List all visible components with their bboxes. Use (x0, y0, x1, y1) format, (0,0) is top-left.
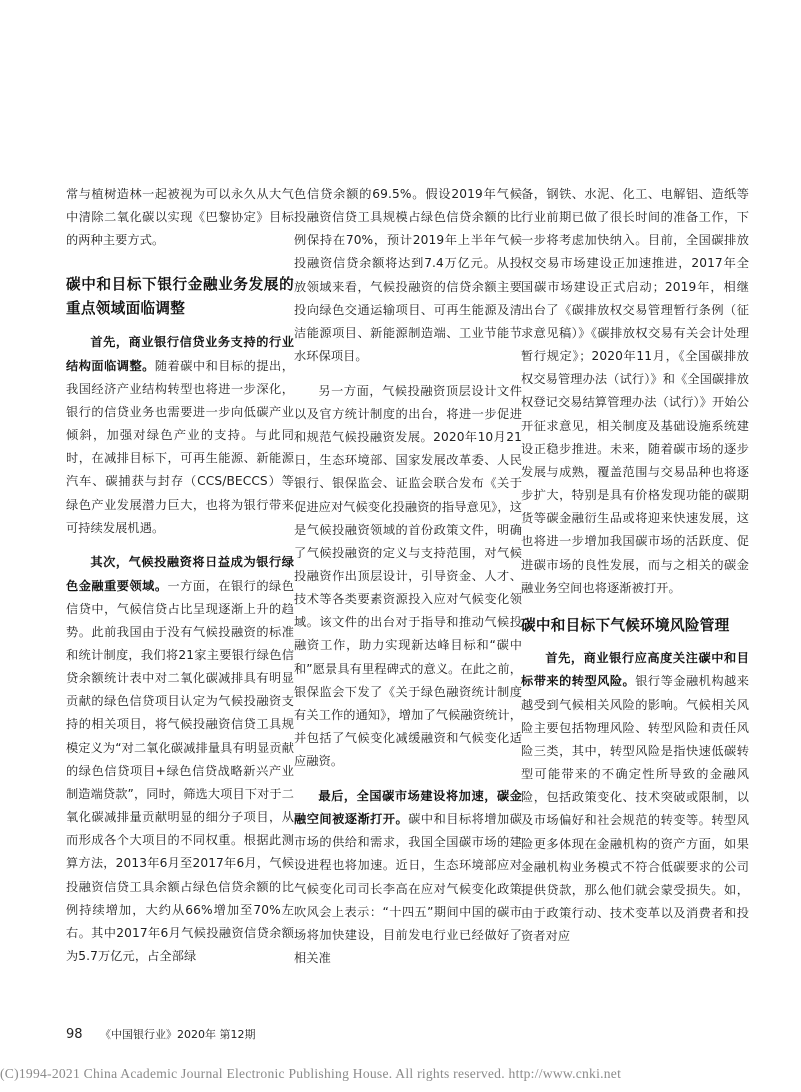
section-heading-risk-management: 碳中和目标下气候环境风险管理 (521, 616, 730, 634)
paragraph: 常与植树造林一起被视为可以永久从大气中清除二氧化碳以实现《巴黎协定》目标的两种主要方式。 (66, 187, 294, 248)
paragraph: 备，钢铁、水泥、化工、电解铝、造纸等行业前期已做了很长时间的准备工作，下一步将考虑加快纳入。目前，全国碳排放权交易市场建设正加速推进，2017年全国碳市场建设正式启动；2019年，相继出台了《碳排放权交易管理暂行条例（征求意见稿）》《碳排放权交易有关会计处理暂行规定》；2020年11月，《全国碳排放权交易管理办法（试行）》和《全国碳排放权登记交易结算管理办法（试行）》开始公开征求意见，相关制度及基础设施系统建设正稳步推进。未来，随着碳市场的逐步发展与成熟，覆盖范围与交易品种也将逐步扩大，特别是具有价格发现功能的碳期货等碳金融衍生品或将迎来快速发展，这也将进一步增加我国碳市场的活跃度、促进碳市场的良性发展，而与之相关的碳金融业务空间也将逐渐被打开。 (521, 187, 749, 595)
publication-info: 《中国银行业》2020年 第12期 (100, 1028, 256, 1041)
paragraph-body: 银行等金融机构越来越受到气候相关风险的影响。气候相关风险主要包括物理风险、转型风险和责任风险三类，其中，转型风险是指快速低碳转型可能带来的不确定性所导致的金融风险，包括政策变化、技术突破或限制，以及市场偏好和社会规范的转变等。转型风险更多体现在金融机构的资产方面，如果金融机构业务模式不符合低碳要求的公司提供贷款，那么他们就会蒙受损失。如，由于政策行动、技术变革以及消费者和投资者对应 (521, 674, 749, 944)
paragraph-body: 碳中和目标将增加碳市场的供给和需求，我国全国碳市场的建设进程也将加速。近日，生态环境部应对气候变化司司长李高在应对气候变化政策吹风会上表示：“十四五”期间中国的碳市场将加快建设，目前发电行业已经做好了相关准 (294, 812, 522, 965)
page-number: 98 (66, 1027, 83, 1042)
text-column-1 (66, 183, 294, 968)
text-column-3 (521, 183, 749, 948)
paragraph-lead: 首先，商业银行应高度关注碳中和目标带来的转型风险。 (521, 651, 749, 689)
paragraph: 另一方面，气候投融资顶层设计文件以及官方统计制度的出台，将进一步促进和规范气候投融资发展。2020年10月21日，生态环境部、国家发展改革委、人民银行、银保监会、证监会联合发布《关于促进应对气候变化投融资的指导意见》，这是气候投融资领域的首份政策文件，明确了气候投融资的定义与支持范围，对气候投融资作出顶层设计，引导资金、人才、技术等各类要素资源投入应对气候变化领域。该文件的出台对于指导和推动气候投融资工作，助力实现新达峰目标和“碳中和”愿景具有里程碑式的意义。在此之前，银保监会下发了《关于绿色融资统计制度有关工作的通知》，增加了气候融资统计，并包括了气候变化减缓融资和气候变化适应融资。 (294, 383, 522, 769)
paragraph-lead: 首先，商业银行信贷业务支持的行业结构面临调整。 (66, 335, 294, 373)
section-heading-business-adjustment: 碳中和目标下银行金融业务发展的重点领域面临调整 (66, 276, 294, 317)
paragraph-lead: 其次，气候投融资将日益成为银行绿色金融重要领域。 (66, 555, 294, 593)
paragraph (521, 647, 749, 948)
copyright-notice: (C)1994-2021 China Academic Journal Electronic Publishing House. All rights reserved. http://www.cnki.net (0, 1066, 622, 1081)
paragraph-body: 随着碳中和目标的提出，我国经济产业结构转型也将进一步深化，银行的信贷业务也需要进一步向低碳产业倾斜，加强对绿色产业的支持。与此同时，在减排目标下，可再生能源、新能源汽车、碳捕获与封存（CCS/BECCS）等绿色产业发展潜力巨大，也将为银行带来可持续发展机遇。 (66, 358, 294, 535)
paragraph-lead: 最后，全国碳市场建设将加速，碳金融空间被逐渐打开。 (294, 788, 522, 827)
paragraph (294, 785, 522, 970)
page-footer (66, 1026, 256, 1042)
paragraph: 色信贷余额的69.5%。假设2019年气候投融资信贷工具规模占绿色信贷余额的比例保持在70%，预计2019年上半年气候投融资信贷余额将达到7.4万亿元。从投放领域来看，气候投融资的信贷余额主要投向绿色交通运输项目、可再生能源及清洁能源项目、新能源制造端、工业节能节水环保项目。 (294, 187, 522, 364)
paragraph-body: 一方面，在银行的绿色信贷中，气候信贷占比呈现逐渐上升的趋势。此前我国由于没有气候投融资的标准和统计制度，我们将21家主要银行绿色信贷余额统计表中对二氧化碳减排具有明显贡献的绿色信贷项目认定为气候投融资支持的相关项目，将气候投融资信贷工具规模定义为“对二氧化碳减排量具有明显贡献的绿色信贷项目+绿色信贷战略新兴产业制造端贷款”，同时，筛选大项目下对于二氧化碳减排量贡献明显的细分子项目，从而形成各个大项目的不同权重。根据此测算方法，2013年6月至2017年6月，气候投融资信贷工具余额占绿色信贷余额的比例持续增加，大约从66%增加至70%左右。其中2017年6月气候投融资信贷余额为5.7万亿元，占全部绿 (66, 578, 294, 964)
paragraph (66, 551, 294, 968)
text-column-2 (294, 183, 522, 970)
paragraph (66, 331, 294, 539)
